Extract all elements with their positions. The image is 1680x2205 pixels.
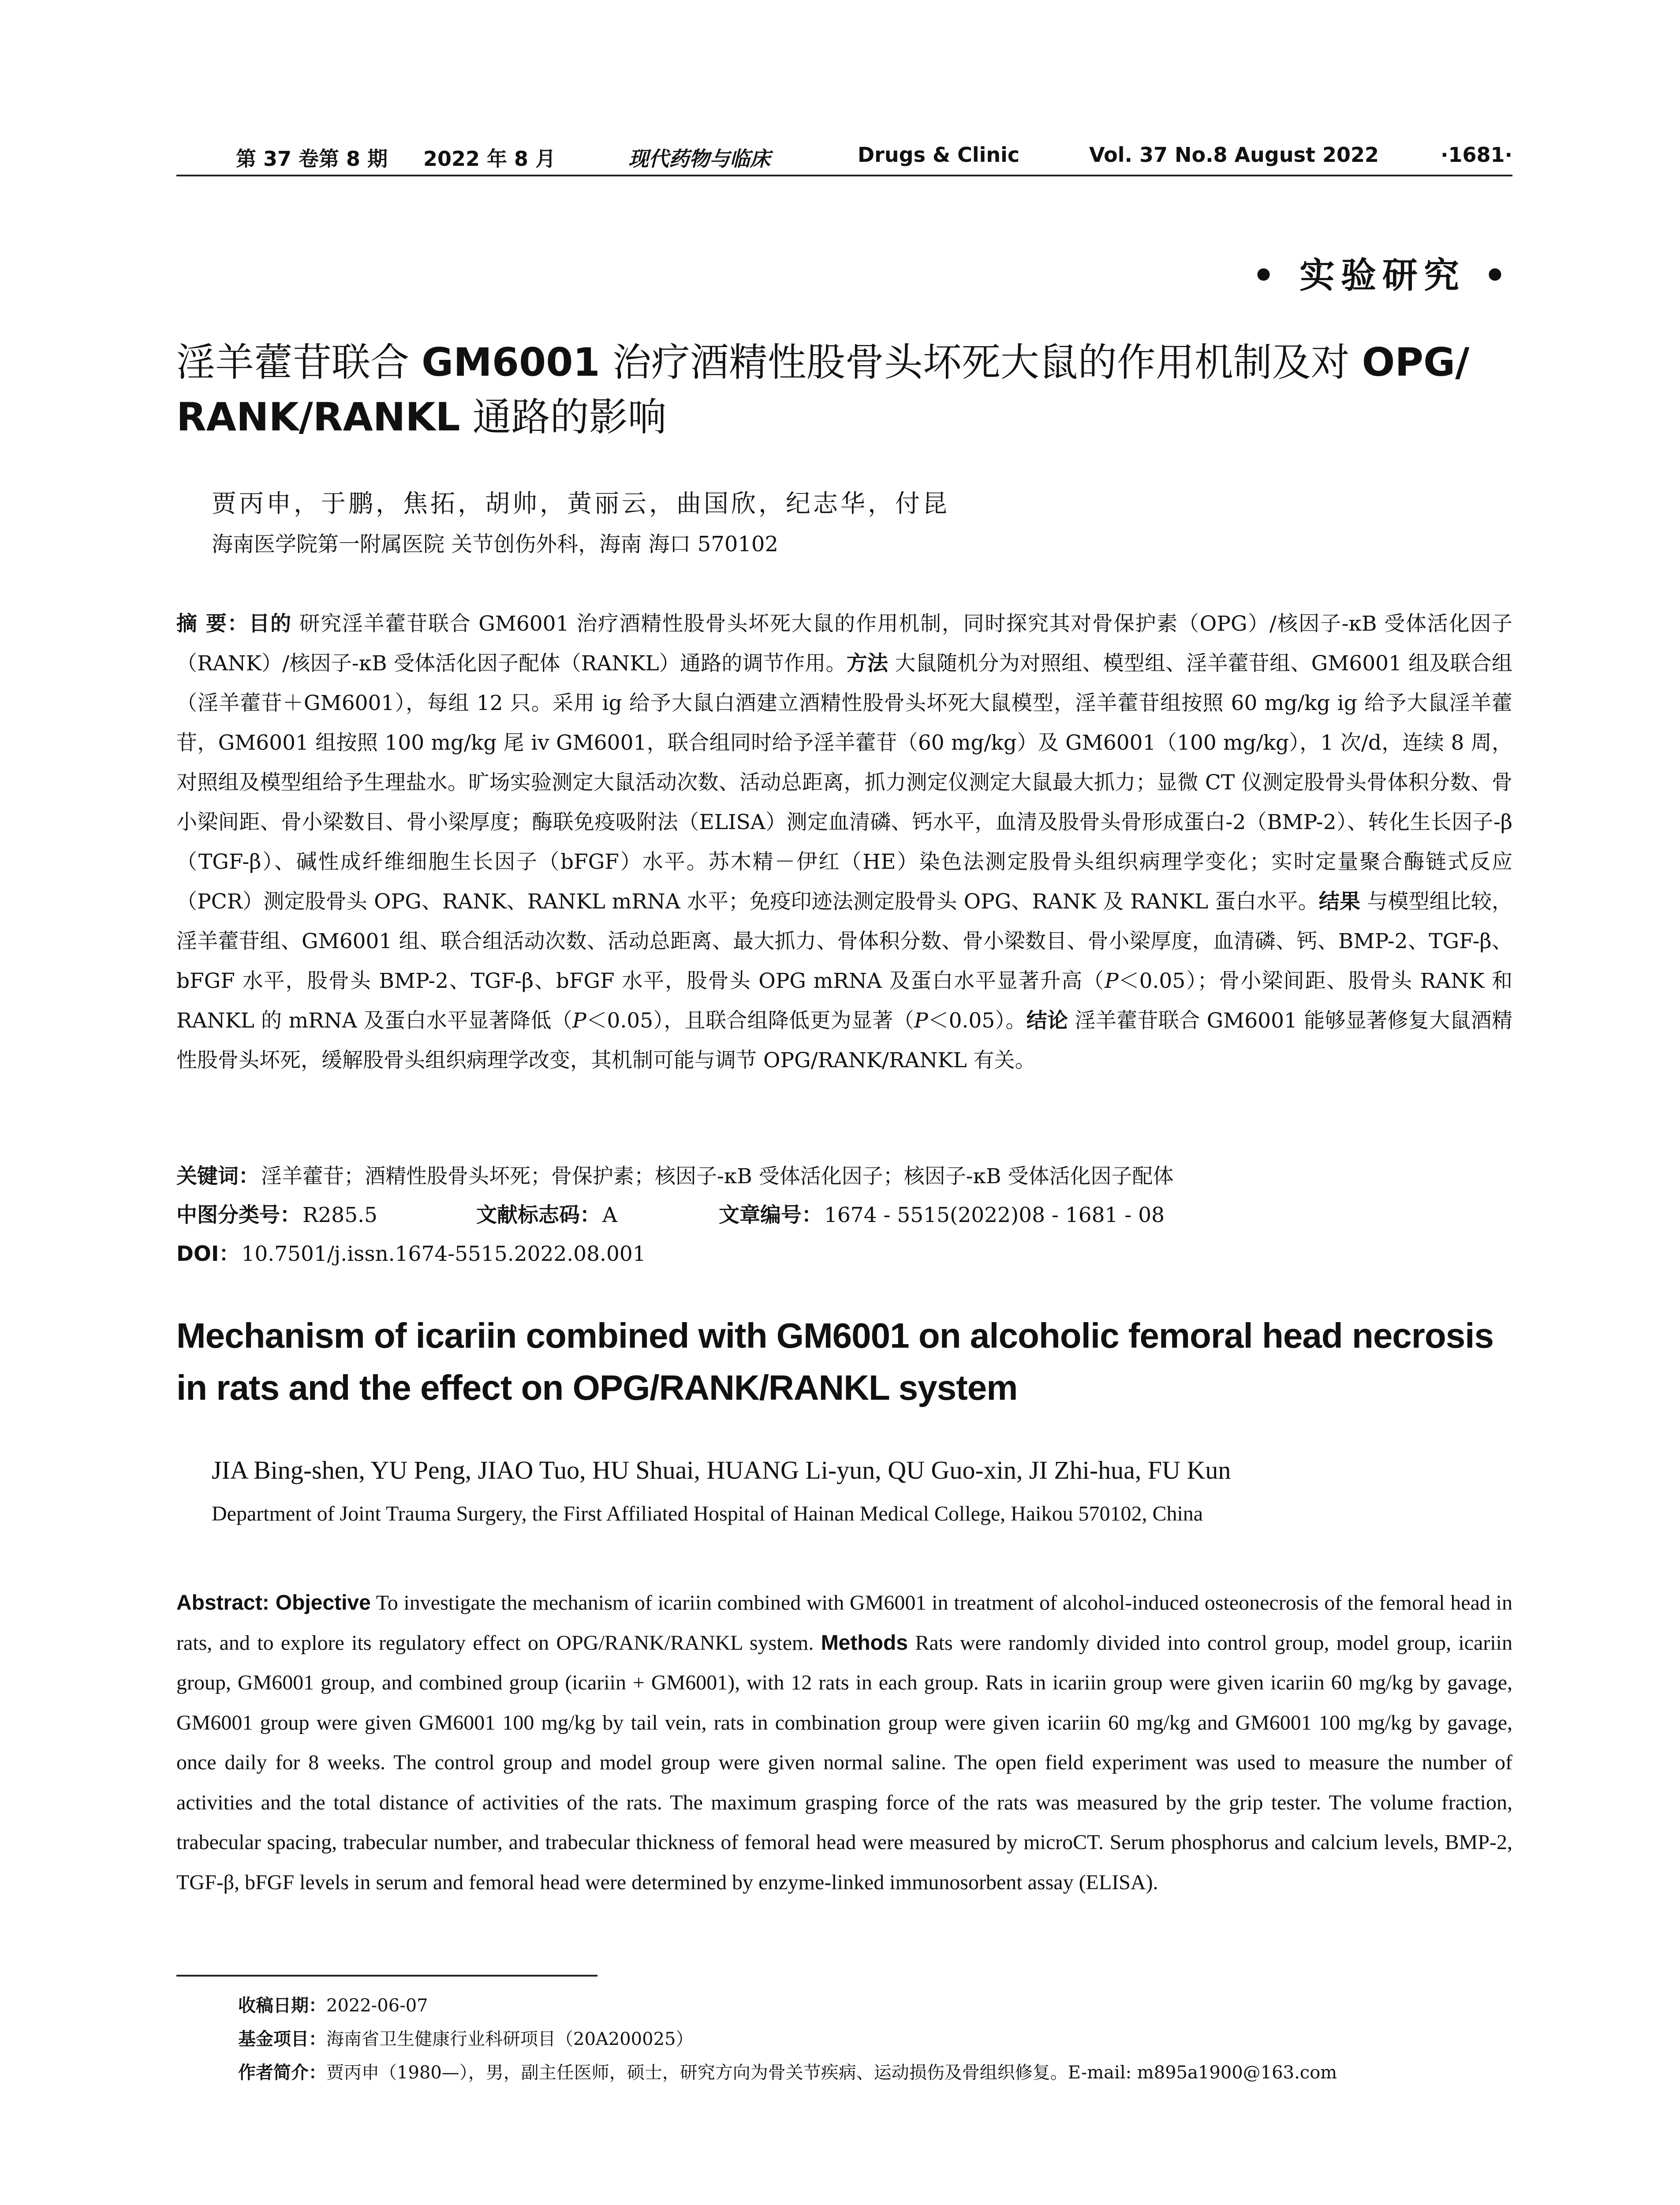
title-cn-bold: GM6001 [421,340,600,385]
title-cn [176,335,1512,445]
header-page-number: ·1681· [1441,143,1512,167]
header-journal-en: Drugs & Clinic [858,143,1020,167]
clc-value: R285.5 [302,1203,377,1227]
footnote-fund [238,2022,1512,2056]
footnote-divider [176,1975,597,1977]
running-header [176,140,1512,176]
objective-label: 目的 [249,612,292,636]
title-en: Mechanism of icariin combined with GM6001 on alcoholic femoral head necrosis in rats and the effect on OPG/RANK/RANKL system [176,1316,1494,1407]
doi-line [176,1237,646,1267]
abstract-cn [176,604,1512,1080]
methods-text: 大鼠随机分为对照组、模型组、淫羊藿苷组、GM6001 组及联合组（淫羊藿苷＋GM6001），每组 12 只。采用 ig 给予大鼠白酒建立酒精性股骨头坏死大鼠模型，淫羊藿苷组按照 60 mg/kg ig 给予大鼠淫羊藿苷，GM6001 组按照 100 mg/kg 尾 iv GM6001，联合组同时给予淫羊藿苷（60 mg/kg）及 GM6001（100 mg/kg），1 次/d，连续 8 周，对照组及模型组给予生理盐水。旷场实验测定大鼠活动次数、活动总距离，抓力测定仪测定大鼠最大抓力；显微 CT 仪测定股骨头骨体积分数、骨小梁间距、骨小梁数目、骨小梁厚度；酶联免疫吸附法（ELISA）测定血清磷、钙水平，血清及股骨头骨形成蛋白-2（BMP-2）、转化生长因子-β（TGF-β）、碱性成纤维细胞生长因子（bFGF）水平。苏木精－伊红（HE）染色法测定股骨头组织病理学变化；实时定量聚合酶链式反应（PCR）测定股骨头 OPG、RANK、RANKL mRNA 水平；免疫印迹法测定股骨头 OPG、RANK 及 RANKL 蛋白水平。 [176,651,1512,914]
fund-text: 海南省卫生健康行业科研项目（20A200025） [326,2029,694,2049]
received-date: 2022-06-07 [326,1996,428,2016]
results-label: 结果 [1318,889,1361,914]
header-date: 2022 年 8 月 [423,147,556,171]
received-label: 收稿日期： [238,1996,326,2016]
affiliation-en: Department of Joint Trauma Surgery, the First Affiliated Hospital of Hainan Medical College, Haikou 570102, China [212,1502,1203,1525]
title-cn-part: 治疗酒精性股骨头坏死大鼠的作用机制及对 [600,340,1362,385]
conclusion-text: 淫羊藿苷联合 GM6001 能够显著修复大鼠酒精性股骨头坏死，缓解股骨头组织病理学改变，其机制可能与调节 OPG/RANK/RANKL 有关。 [176,1009,1513,1073]
authors-cn: 贾丙申，于鹏，焦拓，胡帅，黄丽云，曲国欣，纪志华，付昆 [212,490,950,518]
fund-label: 基金项目： [238,2029,326,2049]
conclusion-label: 结论 [1026,1009,1068,1033]
methods-label: 方法 [846,651,889,676]
classification-line [176,1199,1512,1228]
authors-en: JIA Bing-shen, YU Peng, JIAO Tuo, HU Shuai, HUANG Li-yun, QU Guo-xin, JI Zhi-hua, FU Kun [212,1456,1231,1484]
abstract-en [176,1583,1512,1902]
title-cn-part: 淫羊藿苷联合 [176,340,422,385]
doi-label: DOI： [176,1242,240,1266]
title-cn-bold: OPG/ RANK/RANKL [176,340,1470,440]
section-tag: • 实验研究 • [1252,254,1512,296]
keywords-label: 关键词： [176,1164,259,1188]
author-bio-label: 作者简介： [238,2063,326,2083]
results-text: 与模型组比较，淫羊藿苷组、GM6001 组、联合组活动次数、活动总距离、最大抓力、骨体积分数、骨小梁数目、骨小梁厚度，血清磷、钙、BMP-2、TGF-β、bFGF 水平，股骨头 BMP-2、TGF-β、bFGF 水平，股骨头 OPG mRNA 及蛋白水平显著升高（ [176,889,1512,993]
header-journal-cn: 现代药物与临床 [628,147,770,171]
header-volume-en: Vol. 37 No.8 August 2022 [1089,143,1379,167]
abstract-label: 摘 要： [176,612,249,636]
results-text: ＜0.05），且联合组降低更为显著（ [586,1009,915,1033]
results-text: ＜0.05）；骨小梁间距、股骨头 RANK 和 RANKL 的 mRNA 及蛋白水平显著降低（ [176,969,1512,1033]
article-number-group [719,1199,1165,1228]
objective-text-en: To investigate the mechanism of icariin combined with GM6001 in treatment of alcohol-induced osteonecrosis of the femoral head in rats, and to explore its regulatory effect on OPG/RANK/RANKL system. [176,1591,1512,1655]
keywords-text: 淫羊藿苷；酒精性股骨头坏死；骨保护素；核因子-κB 受体活化因子；核因子-κB 受体活化因子配体 [261,1164,1174,1188]
clc-label: 中图分类号： [176,1203,301,1227]
keywords-line [176,1160,1173,1189]
footnote-author [238,2056,1512,2089]
methods-label-en: Methods [821,1631,908,1655]
p-value-symbol: P [1104,969,1119,993]
p-value-symbol: P [914,1009,928,1033]
abstract-objective-label: Abstract: Objective [176,1591,371,1615]
doc-code-group [476,1199,617,1228]
article-number-label: 文章编号： [719,1203,822,1227]
objective-text: 研究淫羊藿苷联合 GM6001 治疗酒精性股骨头坏死大鼠的作用机制，同时探究其对骨保护素（OPG）/核因子-κB 受体活化因子（RANK）/核因子-κB 受体活化因子配体（RANKL）通路的调节作用。 [176,612,1513,676]
results-text: ＜0.05）。 [928,1009,1027,1033]
header-volume-issue: 第 37 卷第 8 期 [236,147,388,171]
footnotes [238,1989,1512,2089]
doc-code-value: A [602,1203,617,1227]
affiliation-cn: 海南医学院第一附属医院 关节创伤外科，海南 海口 570102 [212,532,779,557]
p-value-symbol: P [572,1009,586,1033]
title-cn-part: 通路的影响 [460,394,667,440]
article-number-value: 1674 - 5515(2022)08 - 1681 - 08 [824,1203,1165,1227]
doi-value[interactable]: 10.7501/j.issn.1674-5515.2022.08.001 [241,1242,646,1266]
author-bio-text: 贾丙申（1980—），男，副主任医师，硕士，研究方向为骨关节疾病、运动损伤及骨组织修复。E-mail: m895a1900@163.com [326,2063,1337,2083]
footnote-received [238,1989,1512,2022]
methods-text-en: Rats were randomly divided into control group, model group, icariin group, GM6001 group, and combined group (icariin + GM6001), with 12 rats in each group. Rats in icariin group were given icariin 60 mg/kg by gavage, GM6001 group were given GM6001 100 mg/kg by tail vein, rats in combination group were given icariin 60 mg/kg and GM6001 100 mg/kg by gavage, once daily for 8 weeks. The control group and model group were given normal saline. The open field experiment was used to measure the number of activities and the total distance of activities of the rats. The maximum grasping force of the rats was measured by the grip tester. The volume fraction, trabecular spacing, trabecular number, and trabecular thickness of femoral head were measured by microCT. Serum phosphorus and calcium levels, BMP-2, TGF-β, bFGF levels in serum and femoral head were determined by enzyme-linked immunosorbent assay (ELISA). [176,1631,1512,1894]
doc-code-label: 文献标志码： [476,1203,601,1227]
